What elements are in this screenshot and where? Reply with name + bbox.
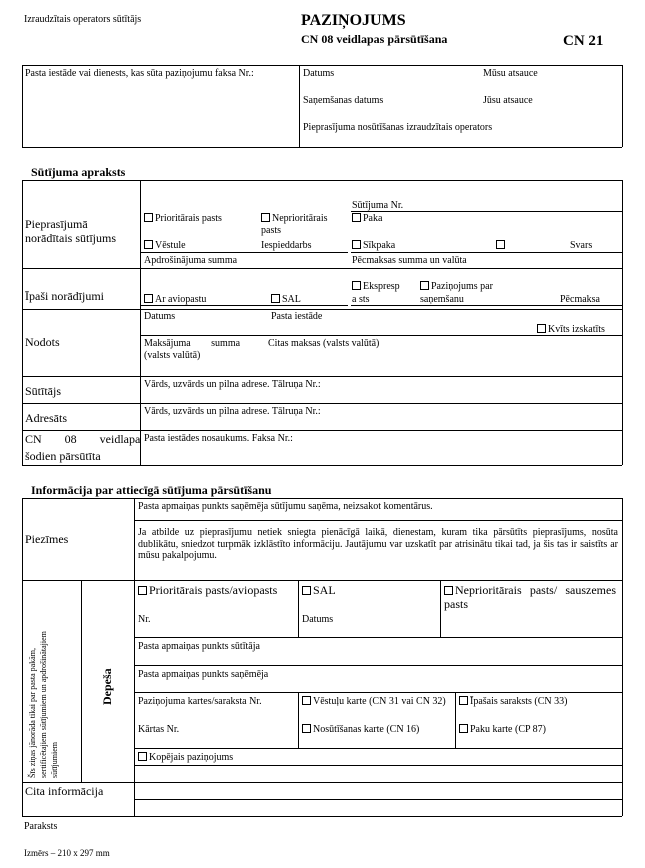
fee-currency-label: (valsts valūtā) — [144, 350, 201, 361]
checkbox-icon — [302, 586, 311, 595]
forwarded-l1: CN 08 veidlapa — [25, 432, 141, 446]
checkbox-icon — [138, 586, 147, 595]
item-no-label: Sūtījuma Nr. — [352, 200, 404, 211]
vertical-note-l3: sūtījumiem — [50, 742, 59, 778]
small-packet-option[interactable]: Sīkpaka — [352, 240, 395, 252]
requested-item-l1: Pieprasījumā — [25, 217, 88, 231]
checkbox-icon — [261, 213, 270, 222]
posted-label: Nodots — [25, 335, 60, 349]
priority-air-option[interactable]: Prioritārais pasts/aviopasts — [138, 584, 277, 598]
signature-label: Paraksts — [24, 821, 58, 832]
insured-sum-label: Apdrošinājuma summa — [144, 255, 238, 266]
size-label: Izmērs – 210 x 297 mm — [24, 848, 110, 858]
parcel-bill-option[interactable]: Paku karte (CP 87) — [459, 724, 546, 736]
parcel-option[interactable]: Paka — [352, 213, 382, 225]
checkbox-icon — [459, 696, 468, 705]
date-label: Datums — [303, 68, 335, 79]
dispatch-date-label: Datums — [302, 614, 334, 625]
exch-receiving-label: Pasta apmaiņas punkts saņēmēja — [138, 669, 269, 680]
fee-label: Maksājuma summa — [144, 338, 241, 349]
checkbox-icon — [138, 752, 147, 761]
cod-sum-label: Pēcmaksas summa un valūta — [352, 255, 467, 266]
receipt-option[interactable]: Kvīts izskatīts — [537, 324, 605, 336]
ack-l2: saņemšanu — [420, 294, 464, 305]
addressee-desc: Vārds, uzvārds un pilna adrese. Tālruņa Nr.: — [144, 406, 321, 417]
receipt-date-label: Saņemšanas datums — [303, 95, 384, 106]
list-no-label: Kārtas Nr. — [138, 724, 180, 735]
dispatch-label: Depeša — [100, 668, 114, 705]
forwarded-l2: šodien pārsūtīta — [25, 449, 101, 463]
posted-date-label: Datums — [144, 311, 176, 322]
item-section-title: Sūtījuma apraksts — [31, 165, 126, 179]
express-option[interactable]: Ekspresp — [352, 281, 400, 293]
airmail-option[interactable]: Ar aviopastu — [144, 294, 206, 306]
nonpriority-option[interactable]: Neprioritārais pasts — [261, 213, 328, 236]
printed-label: Iespieddarbs — [261, 240, 312, 251]
your-ref-label: Jūsu atsauce — [483, 95, 533, 106]
operator-label: Izraudzītais operators sūtītājs — [24, 14, 142, 25]
info-section-title: Informācija par attiecīgā sūtījuma pārsūtīšanu — [31, 483, 272, 497]
checkbox-icon — [496, 240, 505, 249]
our-ref-label: Mūsu atsauce — [483, 68, 538, 79]
sal-option[interactable]: SAL — [271, 294, 301, 306]
weight-checkbox[interactable] — [496, 240, 507, 252]
checkbox-icon — [144, 213, 153, 222]
requested-item-l2: norādītais sūtījums — [25, 231, 116, 245]
checkbox-icon — [302, 724, 311, 733]
nonpriority-surface-option[interactable]: Neprioritārais pasts/ sauszemes pasts — [444, 583, 616, 611]
letter-bill-option[interactable]: Vēstuļu karte (CN 31 vai CN 32) — [302, 696, 454, 708]
post-office-label: Pasta iestāde — [271, 311, 323, 322]
special-list-option[interactable]: Īpašais saraksts (CN 33) — [459, 696, 567, 708]
checkbox-icon — [302, 696, 311, 705]
priority-option[interactable]: Prioritārais pasts — [144, 213, 222, 225]
checkbox-icon — [144, 240, 153, 249]
vertical-note-l2: sertificētajiem sūtījumiem un apdrošinātajiem — [39, 631, 48, 778]
special-label: Īpaši norādījumi — [25, 289, 104, 303]
checkbox-icon — [271, 294, 280, 303]
bulk-option[interactable]: Kopējais paziņojums — [138, 752, 233, 764]
weight-label: Svars — [570, 240, 593, 251]
ack-option[interactable]: Paziņojums par — [420, 281, 493, 293]
letter-option[interactable]: Vēstule — [144, 240, 186, 252]
exch-sending-label: Pasta apmaiņas punkts sūtītāja — [138, 641, 260, 652]
form-subtitle: CN 08 veidlapas pārsūtīšana — [301, 32, 448, 46]
vertical-note-l1: Šīs ziņas jānorāda tikai par pasta pakām, — [28, 648, 37, 778]
bill-no-label: Paziņojuma kartes/saraksta Nr. — [138, 696, 262, 707]
checkbox-icon — [352, 213, 361, 222]
delivery-bill-option[interactable]: Nosūtīšanas karte (CN 16) — [302, 724, 419, 736]
checkbox-icon — [420, 281, 429, 290]
checkbox-icon — [444, 586, 453, 595]
express-l2: a sts — [352, 294, 370, 305]
sal-info-option[interactable]: SAL — [302, 584, 336, 598]
forwarded-desc: Pasta iestādes nosaukums. Faksa Nr.: — [144, 433, 293, 444]
checkbox-icon — [352, 281, 361, 290]
form-title: PAZIŅOJUMS — [301, 12, 406, 29]
cod-label: Pēcmaksa — [560, 294, 600, 305]
notes-label: Piezīmes — [25, 532, 69, 546]
request-operator-label: Pieprasījuma nosūtīšanas izraudzītais operators — [303, 122, 493, 133]
checkbox-icon — [352, 240, 361, 249]
sender-office-label: Pasta iestāde vai dienests, kas sūta paziņojumu faksa Nr.: — [25, 68, 254, 79]
note1: Pasta apmaiņas punkts saņēmēja sūtījumu saņēma, neizsakot komentārus. — [138, 501, 433, 512]
checkbox-icon — [537, 324, 546, 333]
checkbox-icon — [459, 724, 468, 733]
note2: Ja atbilde uz pieprasījumu netiek sniegta pienācīgā laikā, dienestam, kuram tika pārsūtīts pieprasījums, nosūta dublikātu, sniedzot turpmāk izklāstīto informāciju. Jautājumu var uzskatīt par atrisinātu tikai tad, ja šis tas ir saistīts ar mūsu pakalpojumu. — [138, 527, 618, 561]
form-code: CN 21 — [563, 33, 604, 49]
dispatch-no-label: Nr. — [138, 614, 151, 625]
addressee-label: Adresāts — [25, 411, 67, 425]
other-info-label: Cita informācija — [25, 784, 104, 798]
sender-label: Sūtītājs — [25, 384, 62, 398]
sender-desc: Vārds, uzvārds un pilna adrese. Tālruņa Nr.: — [144, 379, 321, 390]
other-fees-label: Citas maksas (valsts valūtā) — [268, 338, 380, 349]
checkbox-icon — [144, 294, 153, 303]
